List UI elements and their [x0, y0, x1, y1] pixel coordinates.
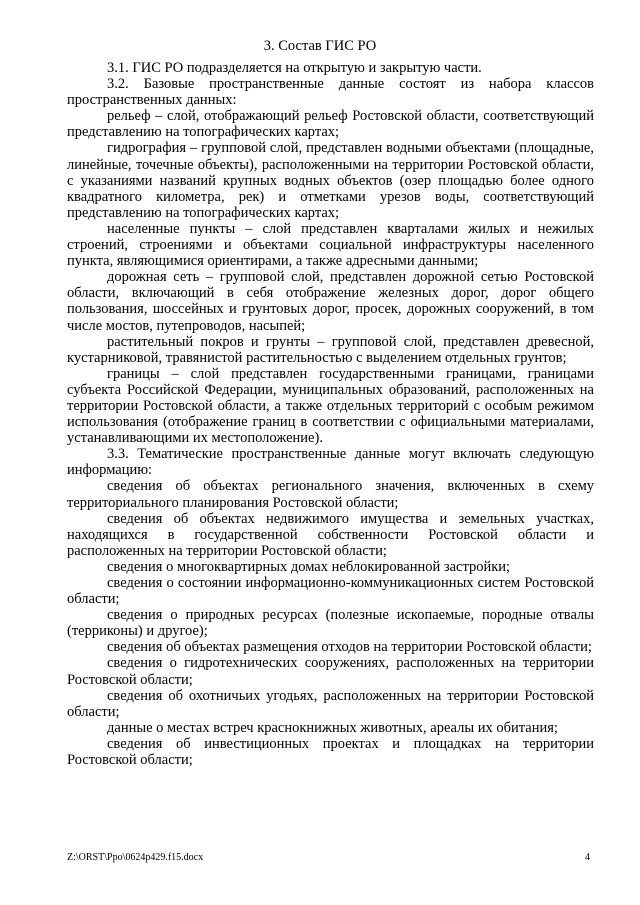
list-item-borders: границы – слой представлен государственными границами, границами субъекта Российской Федерации, муниципальных образований, расположенных на территории Ростовской области, а также отдельных территорий с особым режимом использования (отображение границ в соответствии с официальными материалами, устанавливающими их местоположение). — [67, 365, 594, 447]
list-item-hydro-structures: сведения о гидротехнических сооружениях, расположенных на территории Ростовской области; — [67, 655, 594, 688]
list-item-natural-resources: сведения о природных ресурсах (полезные ископаемые, породные отвалы (терриконы) и другое); — [67, 607, 594, 640]
section-title: 3. Состав ГИС РО — [263, 38, 377, 54]
list-item-road-network: дорожная сеть – групповой слой, представлен дорожной сетью Ростовской области, включающий в себя отображение железных дорог, дорог общего пользования, шоссейных и грунтовых дорог, просек, дорожных сооружений, в том числе мостов, путепроводов, насыпей; — [67, 269, 594, 334]
paragraph-3-1: 3.1. ГИС РО подразделяется на открытую и закрытую части. — [107, 60, 482, 76]
page-number: 4 — [585, 852, 590, 863]
list-item-vegetation: растительный покров и грунты – групповой слой, представлен древесной, кустарниковой, травянистой растительностью с выделением отдельных грунтов; — [67, 333, 594, 366]
list-item-red-book-animals: данные о местах встреч краснокнижных животных, ареалы их обитания; — [107, 719, 558, 736]
list-item-waste-sites: сведения об объектах размещения отходов на территории Ростовской области; — [107, 639, 592, 656]
paragraph-3-3: 3.3. Тематические пространственные данные могут включать следующую информацию: — [67, 446, 594, 479]
list-item-relief: рельеф – слой, отображающий рельеф Ростовской области, соответствующий представлению на топографических картах; — [67, 108, 594, 141]
list-item-hydrography: гидрография – групповой слой, представлен водными объектами (площадные, линейные, точечные объекты), расположенными на территории Ростовской области, с указаниями названий крупных водных объектов (озер площадью более одного квадратного километра, рек) и отметками урезов воды, соответствующий представлению на топографических картах; — [67, 140, 594, 221]
document-body — [67, 60, 594, 768]
list-item-ict-systems: сведения о состоянии информационно-коммуникационных систем Ростовской области; — [67, 575, 594, 608]
list-item-investment-projects: сведения об инвестиционных проектах и площадках на территории Ростовской области; — [67, 735, 594, 769]
paragraph-3-2: 3.2. Базовые пространственные данные состоят из набора классов пространственных данных: — [67, 76, 594, 109]
list-item-regional-objects: сведения об объектах регионального значения, включенных в схему территориального планирования Ростовской области; — [67, 478, 594, 511]
list-item-hunting-grounds: сведения об охотничьих угодьях, расположенных на территории Ростовской области; — [67, 687, 594, 720]
list-item-real-estate: сведения об объектах недвижимого имущества и земельных участках, находящихся в государственной собственности Ростовской области и расположенных на территории Ростовской области; — [67, 510, 594, 559]
list-item-settlements: населенные пункты – слой представлен кварталами жилых и нежилых строений, строениями и объектами социальной инфраструктуры населенного пункта, являющимися ориентирами, а также адресными данными; — [67, 220, 594, 270]
footer-file-path: Z:\ORST\Ppo\0624p429.f15.docx — [67, 852, 204, 863]
list-item-apartment-buildings: сведения о многоквартирных домах неблокированной застройки; — [107, 558, 511, 575]
